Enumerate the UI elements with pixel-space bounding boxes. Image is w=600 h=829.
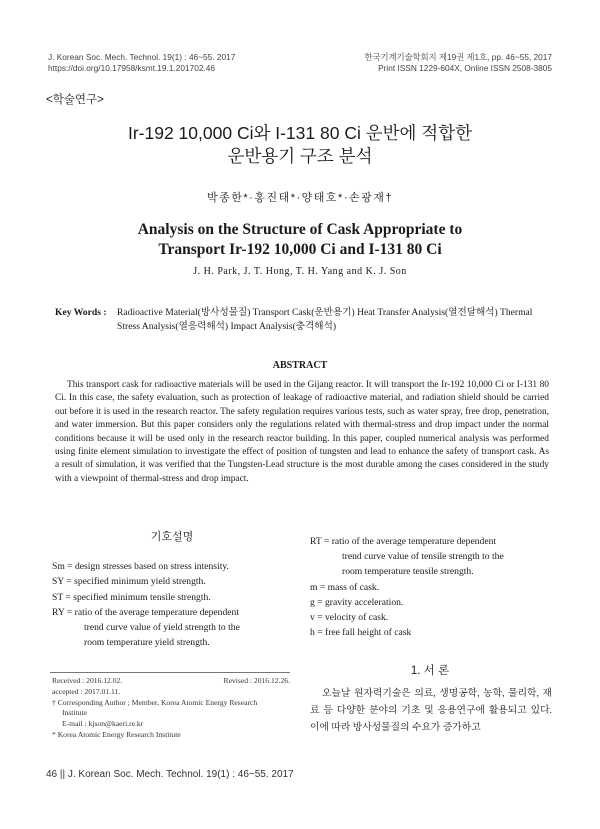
article-category: <학술연구> bbox=[46, 94, 104, 106]
title-english-line2: Transport Ir-192 10,000 Ci and I-131 80 Ci bbox=[158, 241, 442, 258]
nomenclature-right-column bbox=[310, 534, 550, 640]
doi-link[interactable]: https://doi.org/10.17958/ksmt.19.1.201702.46 bbox=[48, 63, 215, 73]
revised-date: Revised : 2016.12.26. bbox=[223, 676, 290, 685]
nomenclature-left-column bbox=[52, 530, 292, 650]
accepted-date: accepted : 2017.01.11. bbox=[52, 686, 121, 696]
journal-header-left bbox=[48, 52, 235, 74]
footnotes bbox=[52, 676, 290, 741]
title-english bbox=[0, 220, 600, 260]
nomenclature-item-continued: room temperature yield strength. bbox=[84, 637, 210, 649]
received-date: Received : 2016.12.02. bbox=[52, 676, 123, 685]
nomenclature-item: Sm = design stresses based on stress intensity. bbox=[52, 561, 229, 573]
journal-citation: J. Korean Soc. Mech. Technol. 19(1) : 46~55. 2017 bbox=[48, 52, 236, 62]
keywords bbox=[55, 306, 550, 334]
nomenclature-item: v = velocity of cask. bbox=[310, 612, 389, 624]
footnote-divider bbox=[50, 672, 290, 673]
title-korean bbox=[0, 122, 600, 168]
section-1-body: 오늘날 원자력기술은 의료, 생명공학, 농학, 물리학, 재료 등 다양한 분야의 기초 및 응용연구에 활용되고 있다. 이에 따라 방사성물질의 수요가 증가하고 bbox=[310, 688, 552, 733]
authors-english: J. H. Park, J. T. Hong, T. H. Yang and K. J. Son bbox=[193, 266, 407, 277]
title-english-line1: Analysis on the Structure of Cask Appropriate to bbox=[137, 221, 463, 238]
journal-citation-korean: 한국기계기술학회지 제19권 제1호, pp. 46~55, 2017 bbox=[364, 52, 552, 62]
nomenclature-item: ST = specified minimum tensile strength. bbox=[52, 591, 211, 603]
nomenclature-item: m = mass of cask. bbox=[310, 581, 380, 593]
nomenclature-item: h = free fall height of cask bbox=[310, 627, 412, 639]
title-korean-line1: Ir-192 10,000 Ci와 I-131 80 Ci 운반에 적합한 bbox=[127, 123, 472, 143]
journal-header-right bbox=[365, 52, 552, 74]
nomenclature-item-continued: room temperature tensile strength. bbox=[342, 566, 474, 578]
dates-row bbox=[52, 676, 290, 687]
title-korean-line2: 운반용기 구조 분석 bbox=[227, 146, 373, 166]
abstract-text: This transport cask for radioactive materials will be used in the Gijang reactor. It will transport the Ir-192 10,000 Ci or I-131 80 Ci. In this case, the safety evaluation, such as protection of leakage of radioactive material, and radiation shield should be carried out before it is used in the research reactor. The safety regulation requires various tests, such as water spray, free drop, penetration, and water immersion. But this paper considers only the regulations related with thermal-stress and drop impact under the normal conditions because it will be used only in the research reactor building. In this paper, coupled numerical analysis was performed using finite element simulation to investigate the effect of position of tungsten and lead to enhance the safety of transport cask. As a result of simulation, it was verified that the Tungsten-Lead structure is the most durable among the cases considered in the study with a viewpoint of thermal-stress and drop impact. bbox=[55, 380, 549, 484]
issn-info: Print ISSN 1229-604X, Online ISSN 2508-3805 bbox=[378, 63, 552, 73]
nomenclature-item: RY = ratio of the average temperature dependent bbox=[52, 606, 239, 618]
page-footer: 46 || J. Korean Soc. Mech. Technol. 19(1) : 46~55. 2017 bbox=[46, 769, 294, 780]
corresponding-author-continued: Institute bbox=[62, 708, 87, 718]
nomenclature-item-continued: trend curve value of tensile strength to the bbox=[342, 551, 504, 563]
nomenclature-item-continued: trend curve value of yield strength to the bbox=[84, 622, 240, 634]
nomenclature-item: g = gravity acceleration. bbox=[310, 596, 404, 608]
keywords-text: Radioactive Material(방사성물질) Transport Cask(운반용기) Heat Transfer Analysis(열전달해석) Thermal Stress Analysis(열응력해석) Impact Analysis(충격해석) bbox=[117, 307, 533, 332]
nomenclature-item: SY = specified minimum yield strength. bbox=[52, 576, 206, 588]
abstract-heading: ABSTRACT bbox=[272, 360, 328, 371]
keywords-label: Key Words : bbox=[55, 307, 107, 318]
corresponding-author: † Corresponding Author ; Member, Korea Atomic Energy Research bbox=[52, 697, 258, 707]
authors-korean: 박종한*·홍진태*·양태호*·손광재† bbox=[207, 192, 393, 204]
nomenclature-heading: 기호설명 bbox=[150, 531, 194, 543]
author-affiliation: * Korea Atomic Energy Research Institute bbox=[52, 729, 181, 739]
nomenclature-item: RT = ratio of the average temperature dependent bbox=[310, 536, 497, 547]
section-1-heading: 1. 서 론 bbox=[410, 665, 450, 677]
author-email[interactable]: E-mail : kjson@kaeri.re.kr bbox=[62, 719, 144, 729]
